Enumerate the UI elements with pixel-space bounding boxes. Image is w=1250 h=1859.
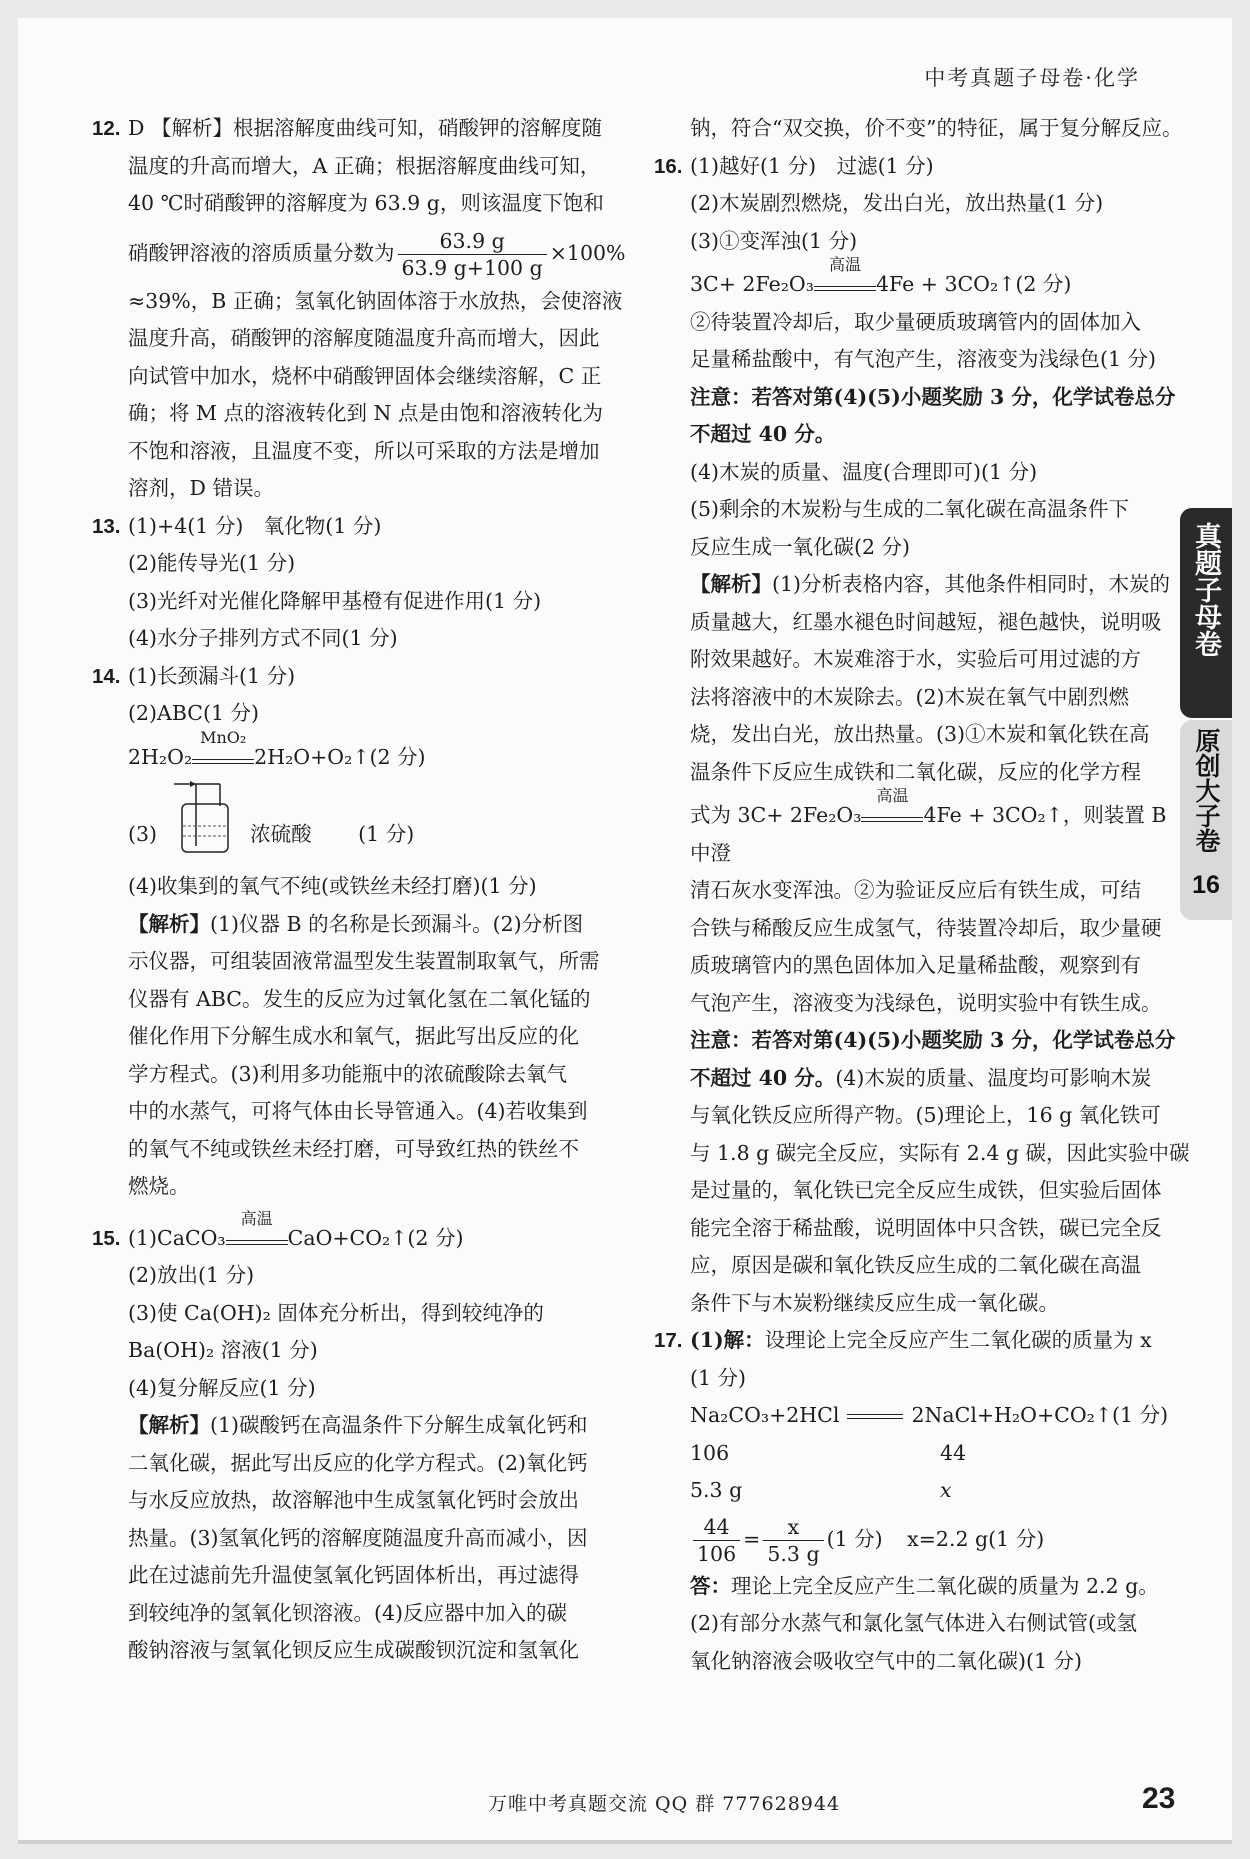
equals-sign xyxy=(847,1414,903,1419)
q17-answer: 答：理论上完全反应产生二氧化碳的质量为 2.2 g。 xyxy=(690,1573,1159,1598)
q16-line-6: (4)木炭的质量、温度(合理即可)(1 分) xyxy=(690,459,1038,484)
reaction-condition: 高温 xyxy=(814,277,876,291)
q14-line-1: 14. (1)长颈漏斗(1 分) xyxy=(128,658,648,696)
page-header: 中考真题子母卷·化学 xyxy=(924,66,1140,90)
left-column xyxy=(92,110,648,1670)
q17-line-last-1: (2)有部分水蒸气和氯化氢气体进入右侧试管(或氢 xyxy=(690,1611,1138,1635)
q14-analysis-3: 仪器有 ABC。发生的反应为过氧化氢在二氧化锰的 xyxy=(128,986,591,1011)
q13-line-4: (4)水分子排列方式不同(1 分) xyxy=(128,626,398,650)
q16-analysis-1: 【解析】(1)分析表格内容，其他条件相同时，木炭的 xyxy=(690,572,1171,596)
q16-analysis-equation: 式为 3C+ 2Fe₂O₃ 高温 4Fe + 3CO₂↑，则装置 B 中澄 xyxy=(690,786,1167,865)
q16-analysis-7: 清石灰水变浑浊。②为验证反应后有铁生成，可结 xyxy=(690,878,1141,902)
q17-line-1: 17. (1)解：设理论上完全反应产生二氧化碳的质量为 x xyxy=(690,1322,1190,1360)
page-sheet xyxy=(18,18,1232,1840)
q16-line-7: (5)剩余的木炭粉与生成的二氧化碳在高温条件下 xyxy=(690,497,1130,521)
q12-line-2: 温度的升高而增大，A 正确；根据溶解度曲线可知， xyxy=(128,153,601,178)
q16-note-3: 注意：若答对第(4)(5)小题奖励 3 分，化学试卷总分 xyxy=(690,1028,1176,1052)
q14-line-4: (4)收集到的氧气不纯(或铁丝未经打磨)(1 分) xyxy=(128,874,537,898)
right-column xyxy=(654,110,1190,1680)
fraction: $\frac{x}{5.3 g}$ xyxy=(763,1514,823,1567)
bottom-divider xyxy=(18,1840,1232,1844)
reaction-condition: MnO₂ xyxy=(192,750,254,764)
question-number: 12. xyxy=(92,117,121,140)
q14-analysis-1: 【解析】(1)仪器 B 的名称是长颈漏斗。(2)分析图 xyxy=(128,911,584,936)
q13-line-3: (3)光纤对光催化降解甲基橙有促进作用(1 分) xyxy=(128,588,542,613)
q15-analysis-2: 二氧化碳，据此写出反应的化学方程式。(2)氧化钙 xyxy=(128,1450,588,1475)
fraction: $\frac{44}{106}$ xyxy=(693,1514,740,1567)
q15-continuation: 钠，符合“双交换，价不变”的特征，属于复分解反应。 xyxy=(690,116,1183,140)
q14-analysis-6: 中的水蒸气，可将气体由长导管通入。(4)若收集到 xyxy=(128,1099,588,1123)
q15-analysis-7: 酸钠溶液与氢氧化钡反应生成碳酸钡沉淀和氢氧化 xyxy=(128,1638,579,1662)
q16-analysis-3: 附效果越好。木炭难溶于水，实验后可用过滤的方 xyxy=(690,647,1141,671)
q16-analysis-14: 能完全溶于稀盐酸，说明固体中只含铁，碳已完全反 xyxy=(690,1215,1162,1240)
q16-analysis-16: 条件下与木炭粉继续反应生成一氧化碳。 xyxy=(690,1290,1059,1315)
q12-line-4: 硝酸钾溶液的溶质质量分数为 $\frac{63.9 g}{63.9 g+100 g}$ ×100% xyxy=(128,228,626,280)
q16-analysis-15: 应，原因是碳和氧化铁反应生成的二氧化碳在高温 xyxy=(690,1253,1141,1277)
q14-equation: 2H₂O₂ MnO₂ 2H₂O+O₂↑(2 分) xyxy=(128,727,426,769)
q15-analysis-5: 此在过滤前先升温使氢氧化钙固体析出，再过滤得 xyxy=(128,1563,579,1587)
q16-note-1: 注意：若答对第(4)(5)小题奖励 3 分，化学试卷总分 xyxy=(690,384,1176,409)
q17-line-2: (1 分) xyxy=(690,1365,747,1390)
q16-equation: 3C+ 2Fe₂O₃ 高温 4Fe + 3CO₂↑(2 分) xyxy=(690,255,1072,296)
q16-analysis-12: 与 1.8 g 碳完全反应，实际有 2.4 g 碳，因此实验中碳 xyxy=(690,1140,1190,1165)
q16-analysis-6: 温条件下反应生成铁和二氧化碳，反应的化学方程 xyxy=(690,759,1141,784)
q14-analysis-5: 学方程式。(3)利用多功能瓶中的浓硫酸除去氧气 xyxy=(128,1061,568,1086)
side-tab-primary: 真题子母卷 xyxy=(1180,508,1232,718)
q15-line-2: (2)放出(1 分) xyxy=(128,1263,255,1287)
q15-analysis-1: 【解析】(1)碳酸钙在高温条件下分解生成氧化钙和 xyxy=(128,1413,588,1437)
q12-line-3: 40 ℃时硝酸钾的溶解度为 63.9 g，则该温度下饱和 xyxy=(128,191,604,215)
question-number: 16. xyxy=(654,154,683,178)
q14-line-2: (2)ABC(1 分) xyxy=(128,701,260,725)
q16-line-8: 反应生成一氧化碳(2 分) xyxy=(690,534,911,559)
side-tab-secondary: 原创大子卷 16 xyxy=(1180,720,1232,920)
q15-analysis-4: 热量。(3)氢氧化钙的溶解度随温度升高而减小，因 xyxy=(128,1525,588,1550)
q12-line-9: 不饱和溶液，且温度不变，所以可采取的方法是增加 xyxy=(128,438,600,463)
q16-line-5: 足量稀盐酸中，有气泡产生，溶液变为浅绿色(1 分) xyxy=(690,347,1157,371)
q16-analysis-10: 气泡产生，溶液变为浅绿色，说明实验中有铁生成。 xyxy=(690,990,1162,1015)
question-number: 14. xyxy=(92,664,121,688)
q14-line-3: (3) 浓硫酸 (1 分) xyxy=(128,776,648,868)
q15-line-5: (4)复分解反应(1 分) xyxy=(128,1375,316,1400)
q17-proportion: $\frac{44}{106}$ = $\frac{x}{5.3 g}$ (1 分) x=2.2 g(1 分) xyxy=(690,1510,1190,1568)
q16-analysis-4: 法将溶液中的木炭除去。(2)木炭在氧气中剧烈燃 xyxy=(690,684,1130,709)
q14-analysis-2: 示仪器，可组装固液常温型发生装置制取氧气，所需 xyxy=(128,949,600,973)
q13-line-2: (2)能传导光(1 分) xyxy=(128,551,296,575)
q16-line-2: (2)木炭剧烈燃烧，发出白光，放出热量(1 分) xyxy=(690,191,1104,215)
q16-line-3: (3)①变浑浊(1 分) xyxy=(690,228,858,253)
q15-analysis-3: 与水反应放热，故溶解池中生成氢氧化钙时会放出 xyxy=(128,1488,579,1512)
reaction-condition: 高温 xyxy=(861,808,923,822)
page-footer: 万唯中考真题交流 QQ 群 777628944 xyxy=(488,1793,841,1815)
q17-ratio-row-1: 106 44 xyxy=(690,1440,967,1465)
page-number: 23 xyxy=(1142,1782,1176,1815)
q16-analysis-2: 质量越大，红墨水褪色时间越短，褪色越快，说明吸 xyxy=(690,609,1162,634)
q12-line-1: 12. D 【解析】根据溶解度曲线可知，硝酸钾的溶解度随 xyxy=(128,110,648,148)
q12-line-8: 确；将 M 点的溶液转化到 N 点是由饱和溶液转化为 xyxy=(128,401,603,425)
q12-line-5: ≈39%，B 正确；氢氧化钠固体溶于水放热，会使溶液 xyxy=(128,288,623,313)
q16-line-1: 16. (1)越好(1 分) 过滤(1 分) xyxy=(690,148,1190,186)
q12-line-10: 溶剂，D 错误。 xyxy=(128,476,274,500)
q12-line-7: 向试管中加水，烧杯中硝酸钾固体会继续溶解，C 正 xyxy=(128,363,602,388)
q16-line-4: ②待装置冷却后，取少量硬质玻璃管内的固体加入 xyxy=(690,309,1141,334)
q15-equation: 15. (1)CaCO₃ 高温 CaO+CO₂↑(2 分) xyxy=(128,1220,648,1258)
q16-analysis-11: 与氧化铁反应所得产物。(5)理论上，16 g 氧化铁可 xyxy=(690,1103,1161,1127)
q16-note-4: 不超过 40 分。(4)木炭的质量、温度均可影响木炭 xyxy=(690,1065,1152,1090)
q15-line-4: Ba(OH)₂ 溶液(1 分) xyxy=(128,1338,318,1362)
q12-line-6: 温度升高，硝酸钾的溶解度随温度升高而增大，因此 xyxy=(128,326,600,350)
q14-analysis-8: 燃烧。 xyxy=(128,1174,190,1198)
q14-analysis-7: 的氧气不纯或铁丝未经打磨，可导致红热的铁丝不 xyxy=(128,1136,579,1161)
q17-line-last-2: 氧化钠溶液会吸收空气中的二氧化碳)(1 分) xyxy=(690,1648,1083,1673)
q16-analysis-8: 合铁与稀酸反应生成氢气，待装置冷却后，取少量硬 xyxy=(690,915,1162,940)
fraction: $\frac{63.9 g}{63.9 g+100 g}$ xyxy=(398,228,547,281)
q16-analysis-9: 质玻璃管内的黑色固体加入足量稀盐酸，观察到有 xyxy=(690,953,1141,977)
reaction-condition: 高温 xyxy=(226,1231,288,1245)
q16-analysis-5: 烧，发出白光，放出热量。(3)①木炭和氧化铁在高 xyxy=(690,722,1150,746)
q15-analysis-6: 到较纯净的氢氧化钡溶液。(4)反应器中加入的碳 xyxy=(128,1600,568,1625)
q16-note-2: 不超过 40 分。 xyxy=(690,422,836,446)
q16-analysis-13: 是过量的，氧化铁已完全反应生成铁，但实验后固体 xyxy=(690,1178,1162,1202)
q17-equation: Na₂CO₃+2HCl 2NaCl+H₂O+CO₂↑(1 分) xyxy=(690,1403,1169,1427)
q15-line-3: (3)使 Ca(OH)₂ 固体充分析出，得到较纯净的 xyxy=(128,1300,544,1325)
question-number: 13. xyxy=(92,514,121,538)
q13-line-1: 13. (1)+4(1 分) 氧化物(1 分) xyxy=(128,508,648,546)
question-number: 17. xyxy=(654,1329,683,1352)
q14-analysis-4: 催化作用下分解生成水和氧气，据此写出反应的化 xyxy=(128,1024,579,1048)
side-tab xyxy=(1180,508,1232,920)
question-number: 15. xyxy=(92,1226,121,1250)
q17-ratio-row-2: 5.3 g x xyxy=(690,1478,952,1502)
